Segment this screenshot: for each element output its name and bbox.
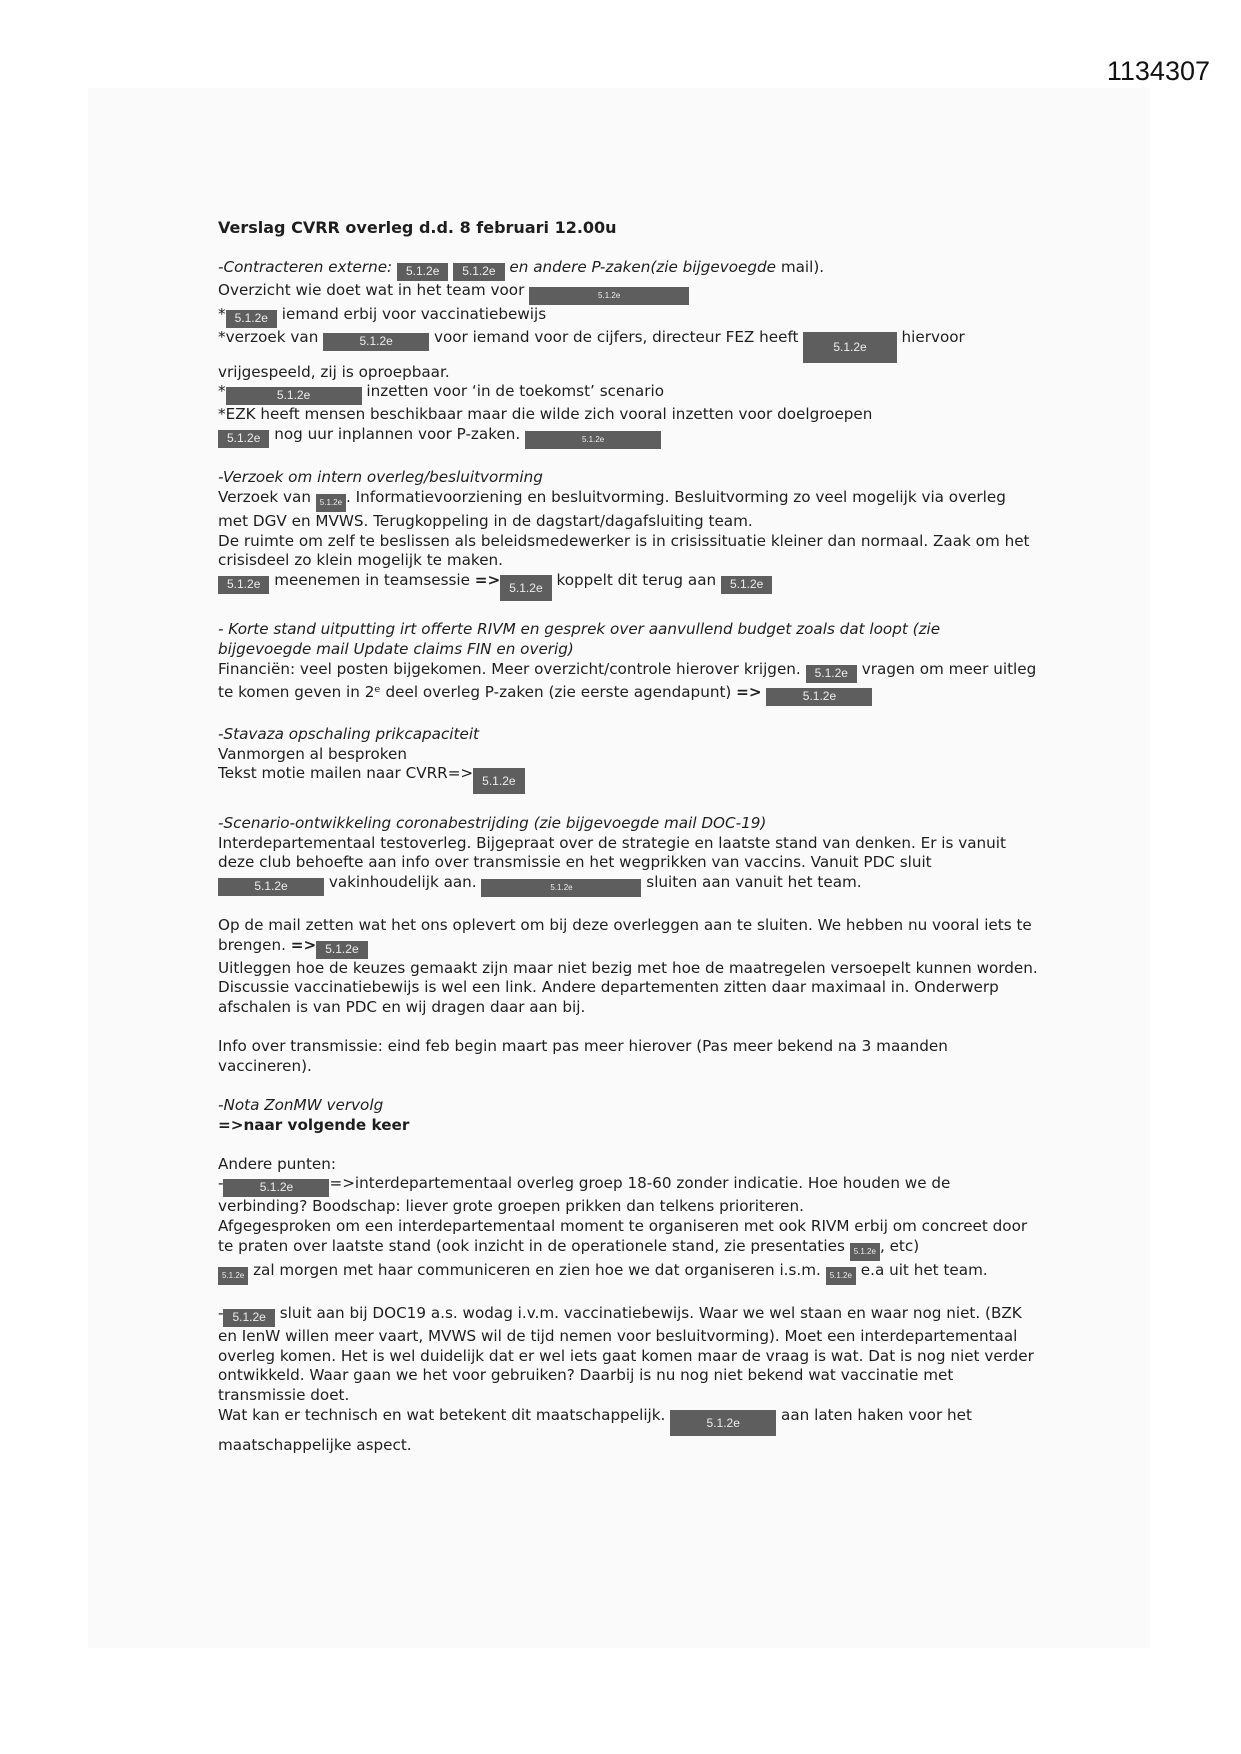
section-transmissie [218,1037,1038,1076]
paragraph: Info over transmissie: eind feb begin maart pas meer hierover (Pas meer bekend na 3 maanden vaccineren). [218,1037,948,1075]
redaction-box: 5.1.2e [670,1410,776,1436]
redaction-box: 5.1.2e [721,576,772,594]
paragraph: Afgegesproken om een interdepartementaal moment te organiseren met ook RIVM erbij om concreet door te praten over laatste stand (ook inzicht in de operationele stand, zie presentaties 5.1.2e , etc) [218,1217,1038,1261]
section-heading: -Stavaza opschaling prikcapaciteit [218,725,479,744]
redaction-box: 5.1.2e [218,1267,248,1285]
section-heading: -Nota ZonMW vervolg [218,1096,384,1115]
section-heading: Andere punten: [218,1154,337,1173]
paragraph: Wat kan er technisch en wat betekent dit maatschappelijk. 5.1.2e aan laten haken voor het maatschappelijke aspect. [218,1405,972,1454]
redaction-box: 5.1.2e [218,878,324,896]
redaction-box: 5.1.2e [453,263,504,281]
section-mail-toelichting [218,916,1038,1017]
redaction-box: 5.1.2e [323,333,429,351]
section-heading-line: -Contracteren externe: 5.1.2e 5.1.2e en andere P-zaken(zie bijgevoegde mail). [218,258,1038,281]
section-heading: -Verzoek om intern overleg/besluitvorming [218,468,543,487]
redaction-box: 5.1.2e [826,1267,856,1285]
section-nota-zonmw [218,1096,1038,1135]
action-line: =>naar volgende keer [218,1115,410,1134]
section-heading: - Korte stand uitputting irt offerte RIVM en gesprek over aanvullend budget zoals dat loopt (zie bijgevoegde mail Update claims FIN en overig) [218,620,941,658]
section-heading: -Scenario-ontwikkeling coronabestrijding (zie bijgevoegde mail DOC-19) [218,813,767,832]
text-line: Tekst motie mailen naar CVRR=> 5.1.2e [218,764,1038,794]
section-heading: -Contracteren externe: [218,257,393,276]
section-doc19 [218,1304,1038,1455]
paragraph: 5.1.2e zal morgen met haar communiceren en zien hoe we dat organiseren i.s.m. 5.1.2e e.a uit het team. [218,1261,1038,1285]
paragraph: Interdepartementaal testoverleg. Bijgepraat over de strategie en laatste stand van denken. Er is vanuit deze club behoefte aan info over transmissie en het wegprikken van vaccins. Vanuit PDC sluit 5.1.2e vakinhoudelijk aan. 5.1.2e sluiten aan vanuit het team. [218,834,1038,897]
text-line: *verzoek van 5.1.2e voor iemand voor de cijfers, directeur FEZ heeft 5.1.2e hiervoor [218,328,1038,363]
text-line: * 5.1.2e iemand erbij voor vaccinatiebewijs [218,305,1038,328]
redaction-box: 5.1.2e [218,576,269,594]
paragraph: Verzoek van 5.1.2e . Informatievoorziening en besluitvorming. Besluitvorming zo veel mogelijk via overleg met DGV en MVWS. Terugkoppeling in de dagstart/dagafsluiting team. [218,487,1006,530]
redaction-box: 5.1.2e [500,575,551,601]
redaction-box: 5.1.2e [766,688,872,706]
redaction-box: 5.1.2e [525,431,661,449]
text-line: vrijgespeeld, zij is oproepbaar. [218,362,450,381]
document-id: 1134307 [1106,56,1210,86]
section-budget [218,620,1038,705]
paragraph: Financiën: veel posten bijgekomen. Meer overzicht/controle hierover krijgen. 5.1.2e vragen om meer uitleg te komen geven in 2ᵉ deel overleg P-zaken (zie eerste agendapunt) => 5.1.2e [218,660,1038,706]
redaction-box: 5.1.2e [226,310,277,328]
memo-title: Verslag CVRR overleg d.d. 8 februari 12.00u [218,218,617,237]
redaction-box: 5.1.2e [316,941,367,959]
section-prikcapaciteit [218,725,1038,794]
text-line: Overzicht wie doet wat in het team voor 5.1.2e [218,281,1038,305]
redaction-box: 5.1.2e [529,287,689,305]
paragraph: - 5.1.2e sluit aan bij DOC19 a.s. wodag i.v.m. vaccinatiebewijs. Waar we wel staan en waar nog niet. (BZK en IenW willen meer vaart, MVWS wil de tijd nemen voor besluitvorming). Moet een interdepartementaal overleg komen. Het is wel duidelijk dat er wel iets gaat komen maar de vraag is wat. Dat is nog niet verder ontwikkeld. Waar gaan we het voor gebruiken? Daarbij is nu nog niet bekend wat vaccinatie met transmissie doet. [218,1304,1034,1404]
meeting-minutes [218,218,1038,1475]
text-line: *EZK heeft mensen beschikbaar maar die wilde zich vooral inzetten voor doelgroepen [218,405,873,424]
text-line: * 5.1.2e inzetten voor ‘in de toekomst’ scenario [218,382,1038,405]
section-scenario-ontwikkeling [218,814,1038,897]
redaction-box: 5.1.2e [226,387,362,405]
redaction-box: 5.1.2e [806,665,857,683]
text-line: Vanmorgen al besproken [218,744,407,763]
section-contracteren-externe [218,258,1038,449]
paragraph: Uitleggen hoe de keuzes gemaakt zijn maar niet bezig met hoe de maatregelen versoepelt kunnen worden. Discussie vaccinatiebewijs is wel een link. Andere departementen zitten daar maximaal in. Onderwerp afschalen is van PDC en wij dragen daar aan bij. [218,958,1038,1017]
redaction-box: 5.1.2e [397,263,448,281]
redaction-box: 5.1.2e [223,1179,329,1197]
redaction-box: 5.1.2e [803,332,896,363]
paragraph: Op de mail zetten wat het ons oplevert om bij deze overleggen aan te sluiten. We hebben nu vooral iets te brengen. => 5.1.2e [218,916,1038,959]
redaction-box: 5.1.2e [481,879,641,897]
redaction-box: 5.1.2e [218,430,269,448]
redaction-box: 5.1.2e [316,494,346,512]
redaction-box: 5.1.2e [850,1243,880,1261]
paragraph: De ruimte om zelf te beslissen als beleidsmedewerker is in crisissituatie kleiner dan normaal. Zaak om het crisisdeel zo klein mogelijk te maken. [218,531,1030,570]
text-line: 5.1.2e nog uur inplannen voor P-zaken. 5.1.2e [218,425,1038,449]
section-intern-overleg [218,468,1038,600]
section-andere-punten [218,1155,1038,1285]
redaction-box: 5.1.2e [223,1309,274,1327]
redaction-box: 5.1.2e [473,768,524,794]
paragraph: - 5.1.2e =>interdepartementaal overleg groep 18-60 zonder indicatie. Hoe houden we de verbinding? Boodschap: liever grote groepen prikken dan telkens prioriteren. [218,1174,951,1216]
action-line: 5.1.2e meenemen in teamsessie => 5.1.2e koppelt dit terug aan 5.1.2e [218,571,1038,601]
